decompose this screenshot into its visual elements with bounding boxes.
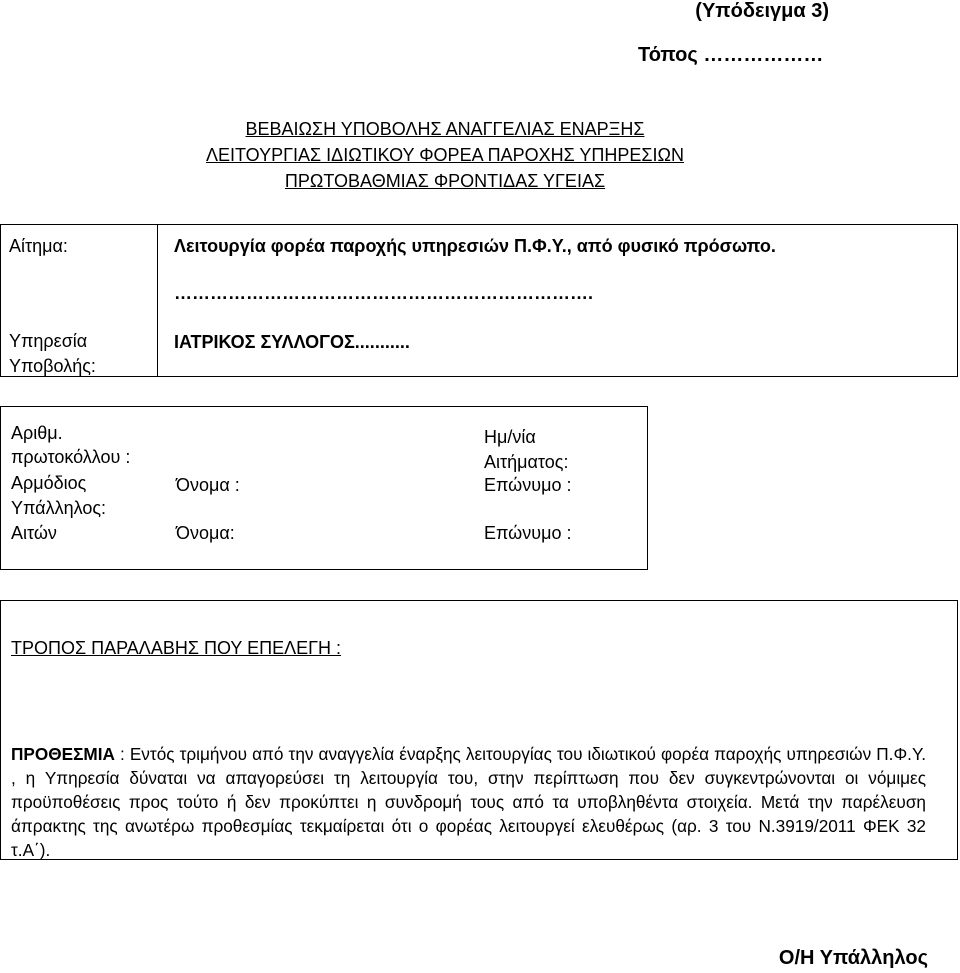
protocol-label-line-2: πρωτοκόλλου :	[11, 447, 131, 467]
service-label-line-2: Υποβολής:	[9, 356, 96, 376]
assigned-name-label: Όνομα :	[176, 475, 240, 495]
protocol-label	[11, 421, 130, 469]
deadline-paragraph	[11, 742, 926, 862]
title-line-2: ΛΕΙΤΟΥΡΓΙΑΣ ΙΔΙΩΤΙΚΟΥ ΦΟΡΕΑ ΠΑΡΟΧΗΣ ΥΠΗΡΕΣΙΩΝ	[205, 145, 685, 165]
frame-divider	[157, 224, 158, 377]
service-value: ΙΑΤΡΙΚΟΣ ΣΥΛΛΟΓΟΣ...........	[174, 332, 410, 352]
deadline-label: ΠΡΟΘΕΣΜΙΑ	[11, 744, 115, 764]
service-label-line-1: Υπηρεσία	[9, 331, 88, 351]
request-dots: …………………………………………………………….	[174, 283, 594, 303]
assigned-label-line-2: Υπάλληλος:	[11, 498, 107, 518]
document-title	[0, 116, 890, 194]
title-line-3: ΠΡΩΤΟΒΑΘΜΙΑΣ ΦΡΟΝΤΙΔΑΣ ΥΓΕΙΑΣ	[284, 171, 606, 191]
applicant-surname-label: Επώνυμο :	[484, 523, 572, 543]
receipt-method-label: ΤΡΟΠΟΣ ΠΑΡΑΛΑΒΗΣ ΠΟΥ ΕΠΕΛΕΓΗ :	[11, 638, 342, 658]
title-line-1: ΒΕΒΑΙΩΣΗ ΥΠΟΒΟΛΗΣ ΑΝΑΓΓΕΛΙΑΣ ΕΝΑΡΞΗΣ	[245, 119, 645, 139]
protocol-label-line-1: Αριθμ.	[11, 423, 63, 443]
assigned-label-line-1: Αρμόδιος	[11, 473, 87, 493]
request-date-line-2: Αιτήματος:	[484, 452, 569, 472]
applicant-label: Αιτών	[11, 523, 57, 543]
signature-label: Ο/Η Υπάλληλος	[778, 947, 928, 969]
assigned-surname-label: Επώνυμο :	[484, 475, 572, 495]
sample-label: (Υπόδειγμα 3)	[695, 0, 829, 22]
applicant-name-label: Όνομα:	[176, 523, 235, 543]
assigned-employee-label	[11, 471, 106, 521]
place-line: Τόπος ………………	[638, 44, 824, 66]
request-date-line-1: Ημ/νία	[484, 427, 536, 447]
deadline-body: : Εντός τριμήνου από την αναγγελία έναρξης λειτουργίας του ιδιωτικού φορέα παροχής υπηρεσιών Π.Φ.Υ. , η Υπηρεσία δύναται να απαγορεύσει τη λειτουργία του, στην περίπτωση που δεν συγκεντρώνονται οι νόμιμες προϋποθέσεις προς τούτο ή δεν προκύπτει η συνδρομή τους από τα υποβληθέντα στοιχεία. Μετά την παρέλευση άπρακτης της ανωτέρω προθεσμίας τεκμαίρεται ότι ο φορέας λειτουργεί ελευθέρως (αρ. 3 του Ν.3919/2011 ΦΕΚ 32 τ.Α΄).	[11, 744, 926, 860]
request-date-label	[484, 425, 568, 475]
request-label: Αίτημα:	[9, 236, 68, 256]
frame-divider	[957, 224, 958, 377]
request-value: Λειτουργία φορέα παροχής υπηρεσιών Π.Φ.Υ., από φυσικό πρόσωπο.	[174, 236, 776, 256]
service-label	[9, 329, 96, 379]
